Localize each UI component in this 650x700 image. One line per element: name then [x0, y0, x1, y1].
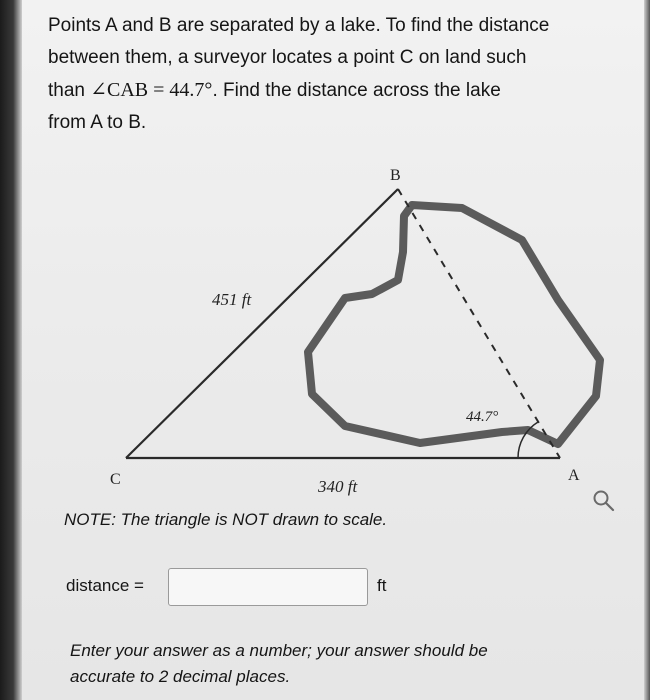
problem-line-3-prefix: than [48, 80, 91, 101]
label-point-c: C [110, 471, 121, 488]
label-side-cb-length: 451 ft [212, 290, 252, 309]
distance-input[interactable] [168, 568, 368, 606]
answer-instructions [70, 638, 590, 690]
problem-line-1: Points A and B are separated by a lake. To find the distance [48, 15, 550, 36]
search-icon[interactable] [591, 488, 617, 514]
instructions-line-1: Enter your answer as a number; your answer should be [70, 641, 488, 660]
label-angle-a: 44.7° [466, 409, 499, 425]
label-side-ca-length: 340 ft [318, 477, 358, 496]
note-not-to-scale: NOTE: The triangle is NOT drawn to scale. [64, 510, 388, 529]
side-cb-line [126, 189, 398, 458]
problem-line-4: from A to B. [48, 112, 147, 133]
instructions-line-2: accurate to 2 decimal places. [70, 667, 291, 686]
lake-outline [308, 205, 600, 444]
problem-line-2: between them, a surveyor locates a point C on land such [48, 47, 527, 68]
distance-label: distance = [66, 576, 144, 595]
label-point-a: A [568, 467, 580, 484]
angle-expression: ∠CAB = 44.7° [90, 79, 213, 101]
problem-line-3-suffix: . Find the distance across the lake [212, 80, 501, 101]
distance-unit: ft [377, 576, 387, 595]
label-point-b: B [390, 167, 401, 184]
